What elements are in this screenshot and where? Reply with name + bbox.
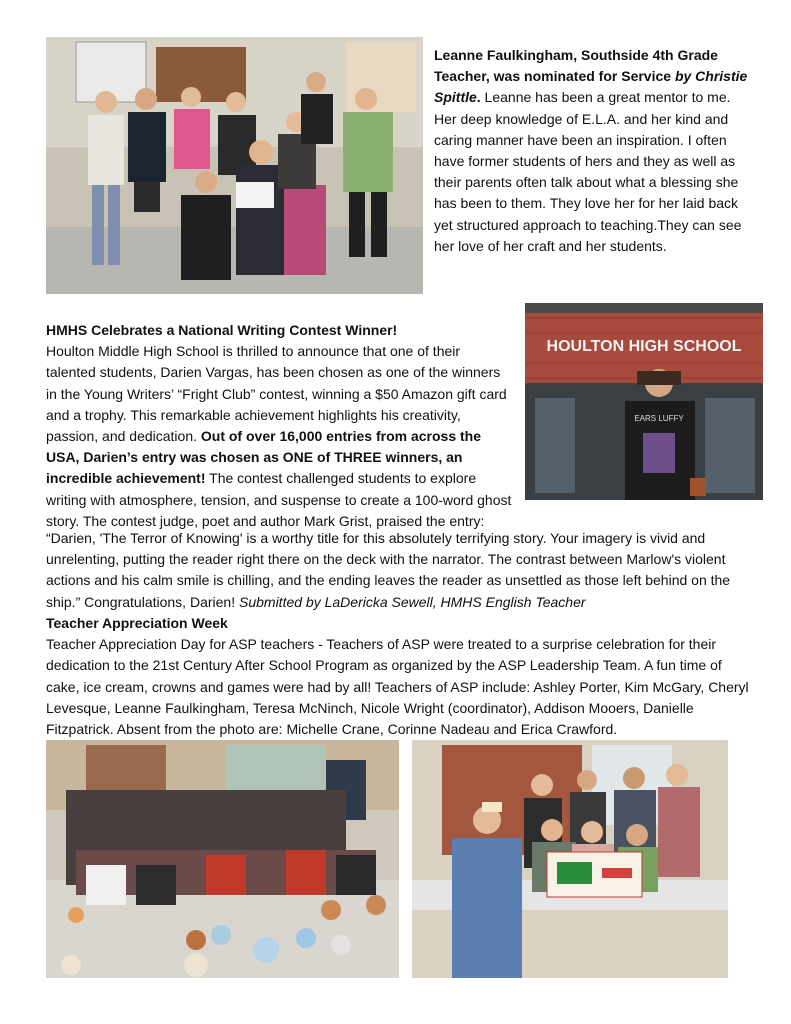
teacher-appreciation-body: Teacher Appreciation Day for ASP teachers - Teachers of ASP were treated to a surprise celebration for their dedication to the 21st Century After School Program as organized by the ASP Leadership Team. A fun time of cake, ice cream, crowns and games were had by all! Teachers of ASP include: Ashley Porter, Kim McGary, Cheryl Levesque, Leanne Faulkingham, Teresa McNinch, Nicole Wright (coordinator), Addison Mooers, Danielle Fitzpatrick. Absent from the photo are: Michelle Crane, Corinne Nadeau and Erica Crawford. xyxy=(46,636,749,738)
writing-contest-paragraph: Houlton Middle High School is thrilled to announce that one of their talented students, Darien Vargas, has been chosen as one of the winners in the Young Writers’ “Fright Club” contest, winning a $50 Amazon gift card and a trophy. This remarkable achievement highlights his creativity, passion, and dedication. xyxy=(46,343,507,445)
school-sign-text: HOULTON HIGH SCHOOL xyxy=(546,338,742,355)
writing-contest-heading: HMHS Celebrates a National Writing Contest Winner! xyxy=(46,322,398,338)
faulkingham-lead: Leanne Faulkingham, Southside 4th Grade Teacher, was nominated for Service xyxy=(434,47,718,85)
writing-contest-section xyxy=(46,320,512,532)
houlton-high-school-photo xyxy=(525,303,763,500)
teacher-appreciation-heading: Teacher Appreciation Week xyxy=(46,615,228,631)
asp-students-photo xyxy=(46,740,399,978)
writing-contest-highlight: Out of over 16,000 entries from across the USA, Darien’s entry was chosen as ONE of THREE winners, an incredible achievement! xyxy=(46,428,481,487)
writing-contest-paragraph-end: The contest challenged students to explore writing with atmosphere, tension, and suspense to create a 100-word ghost story. The contest judge, poet and author Mark Grist, praised the entry: xyxy=(46,470,512,529)
teacher-appreciation-section xyxy=(46,613,756,740)
shirt-text: EARS LUFFY xyxy=(634,414,684,423)
faulkingham-lead-end: . xyxy=(476,89,481,106)
group-photo-icon xyxy=(46,740,399,978)
group-photo-icon xyxy=(412,740,728,978)
judge-quote: “Darien, 'The Terror of Knowing' is a worthy title for this absolutely terrifying story. Your imagery is vivid and unrelenting, putting the reader right there on the deck with the narrator. The contrast between Marlow's violent actions and his calm smile is chilling, and the ending leaves the reader as unsettled as those left behind on the ship.” Congratulations, Darien! xyxy=(46,530,731,610)
group-photo-icon xyxy=(46,37,423,294)
writing-contest-submitted-by: Submitted by LaDericka Sewell, HMHS English Teacher xyxy=(239,593,586,610)
writing-contest-quote xyxy=(46,528,756,613)
school-photo-icon xyxy=(525,303,763,500)
classroom-group-photo xyxy=(46,37,423,294)
asp-teachers-photo xyxy=(412,740,728,978)
faulkingham-nominator: by Christie Spittle xyxy=(434,68,748,106)
faulkingham-nomination-text xyxy=(434,45,754,257)
faulkingham-body: Leanne has been a great mentor to me. Her deep knowledge of E.L.A. and her kind and caring manner have been an inspiration. I often have former students of hers and they as well as their parents often talk about what a blessing she has been to them. They love her for her laid back yet structured approach to teaching.They can see her love of her craft and her students. xyxy=(434,89,742,254)
